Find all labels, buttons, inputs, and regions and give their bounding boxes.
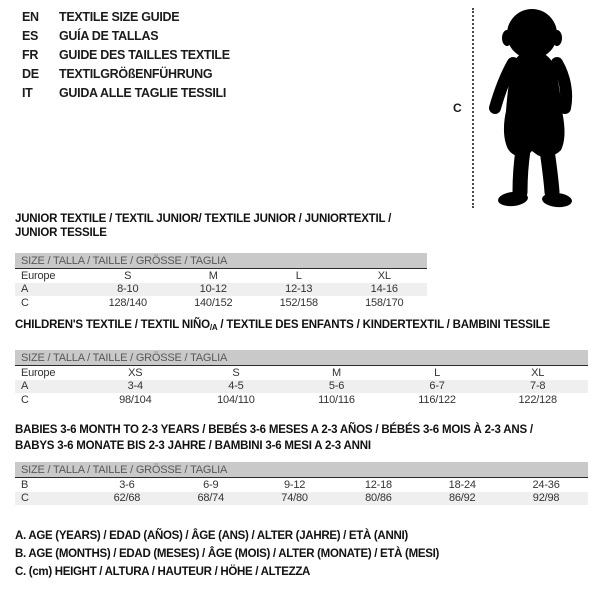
language-row (22, 46, 230, 65)
table-cell: 5-6 (328, 380, 345, 393)
table-cell: XL (531, 366, 545, 379)
row-label: C (21, 492, 29, 505)
size-header-bar: SIZE / TALLA / TAILLE / GRÖSSE / TAGLIA (15, 462, 588, 478)
table-title-text: / TEXTILE DES ENFANTS / KINDERTEXTIL / BAMBINI TESSILE (217, 319, 550, 331)
table-row (15, 492, 588, 506)
table-cell: 6-7 (429, 380, 445, 393)
language-code: EN (22, 10, 39, 24)
table-title-subscript: /A (209, 323, 218, 332)
table-cell: XS (128, 366, 143, 379)
table-cell: S (232, 366, 240, 379)
table-cell: 62/68 (113, 492, 141, 505)
table-row (15, 283, 427, 297)
table-cell: 9-12 (283, 478, 306, 491)
table-title: JUNIOR TEXTILE / TEXTIL JUNIOR/ TEXTILE JUNIOR / JUNIORTEXTIL / JUNIOR TESSILE (15, 213, 392, 239)
table-cell: 116/122 (418, 393, 456, 406)
table-title-line1: BABIES 3-6 MONTH TO 2-3 YEARS / BEBÉS 3-6 MESES A 2-3 AÑOS / BÉBÉS 3-6 MOIS À 2-3 ANS / (15, 424, 533, 436)
table-cell: 68/74 (197, 492, 224, 505)
table-row (15, 296, 427, 310)
guide-title: TEXTILGRÖßENFÜHRUNG (59, 67, 213, 81)
row-label: A (21, 283, 29, 296)
table-row (15, 478, 588, 492)
row-label: B (21, 478, 29, 491)
table-cell: 98/104 (119, 393, 152, 406)
table-row (15, 366, 588, 380)
table-row (15, 393, 588, 407)
table-cell: 74/80 (281, 492, 308, 505)
language-code: ES (22, 29, 39, 43)
table-title-text: CHILDREN'S TEXTILE / TEXTIL NIÑO (15, 319, 210, 331)
size-table-grid (15, 269, 427, 310)
table-cell: 104/110 (217, 393, 255, 406)
language-row (22, 27, 230, 46)
table-cell: XL (377, 269, 391, 282)
guide-title: GUÍA DE TALLAS (59, 29, 159, 43)
table-cell: M (332, 366, 341, 379)
babies-textile-table (15, 422, 588, 505)
table-cell: 122/128 (518, 393, 557, 406)
table-cell: S (124, 269, 132, 282)
figure-height-label: C (453, 101, 462, 115)
table-title-line2: BABYS 3-6 MONATE BIS 2-3 JAHRE / BAMBINI 3-6 MESI A 2-3 ANNI (15, 440, 371, 452)
table-cell: 14-16 (370, 283, 398, 296)
row-label: Europe (21, 269, 56, 282)
junior-textile-table (15, 212, 427, 310)
row-label: C (21, 296, 29, 309)
language-code: FR (22, 48, 39, 62)
height-measure-line (472, 8, 474, 208)
guide-title: TEXTILE SIZE GUIDE (59, 10, 180, 24)
table-cell: 3-4 (127, 380, 143, 393)
baby-silhouette-icon (486, 7, 598, 209)
table-cell: 18-24 (448, 478, 476, 491)
table-cell: 110/116 (318, 393, 355, 406)
table-cell: 128/140 (108, 296, 147, 309)
table-row (15, 269, 427, 283)
table-cell: L (434, 366, 441, 379)
language-code: DE (22, 67, 39, 81)
table-title (15, 318, 588, 335)
legend-note-b: B. AGE (MONTHS) / EDAD (MESES) / ÂGE (MOIS) / ALTER (MONATE) / ETÀ (MESI) (15, 548, 440, 560)
row-label: A (21, 380, 29, 393)
size-table-grid (15, 478, 588, 505)
table-cell: L (295, 269, 302, 282)
language-row (22, 84, 230, 103)
legend-note-c: C. (cm) HEIGHT / ALTURA / HAUTEUR / HÖHE / ALTEZZA (15, 566, 311, 578)
guide-title: GUIDA ALLE TAGLIE TESSILI (59, 86, 227, 100)
size-header-bar: SIZE / TALLA / TAILLE / GRÖSSE / TAGLIA (15, 253, 427, 269)
row-label: Europe (21, 366, 56, 379)
row-label: C (21, 393, 29, 406)
table-cell: 92/98 (532, 492, 560, 505)
language-row (22, 8, 230, 27)
language-code: IT (22, 86, 33, 100)
table-title (15, 422, 588, 454)
table-cell: 4-5 (228, 380, 244, 393)
table-cell: 158/170 (365, 296, 404, 309)
table-cell: 3-6 (119, 478, 135, 491)
table-cell: 152/158 (279, 296, 318, 309)
size-table-grid (15, 366, 588, 407)
table-cell: 140/152 (194, 296, 233, 309)
table-cell: 12-18 (364, 478, 392, 491)
table-cell: 8-10 (117, 283, 139, 296)
language-title-block (22, 8, 230, 103)
language-row (22, 65, 230, 84)
legend-note-a: A. AGE (YEARS) / EDAD (AÑOS) / ÂGE (ANS) / ALTER (JAHRE) / ETÀ (ANNI) (15, 530, 408, 542)
legend-notes (15, 527, 439, 581)
table-cell: 7-8 (530, 380, 546, 393)
table-cell: 12-13 (285, 283, 313, 296)
table-cell: 80/86 (365, 492, 392, 505)
size-header-bar: SIZE / TALLA / TAILLE / GRÖSSE / TAGLIA (15, 350, 588, 366)
table-cell: 86/92 (448, 492, 476, 505)
guide-title: GUIDE DES TAILLES TEXTILE (59, 48, 230, 62)
table-row (15, 380, 588, 394)
table-cell: M (208, 269, 218, 282)
children-textile-table (15, 318, 588, 407)
table-cell: 6-9 (203, 478, 219, 491)
table-cell: 24-36 (532, 478, 560, 491)
table-cell: 10-12 (199, 283, 227, 296)
